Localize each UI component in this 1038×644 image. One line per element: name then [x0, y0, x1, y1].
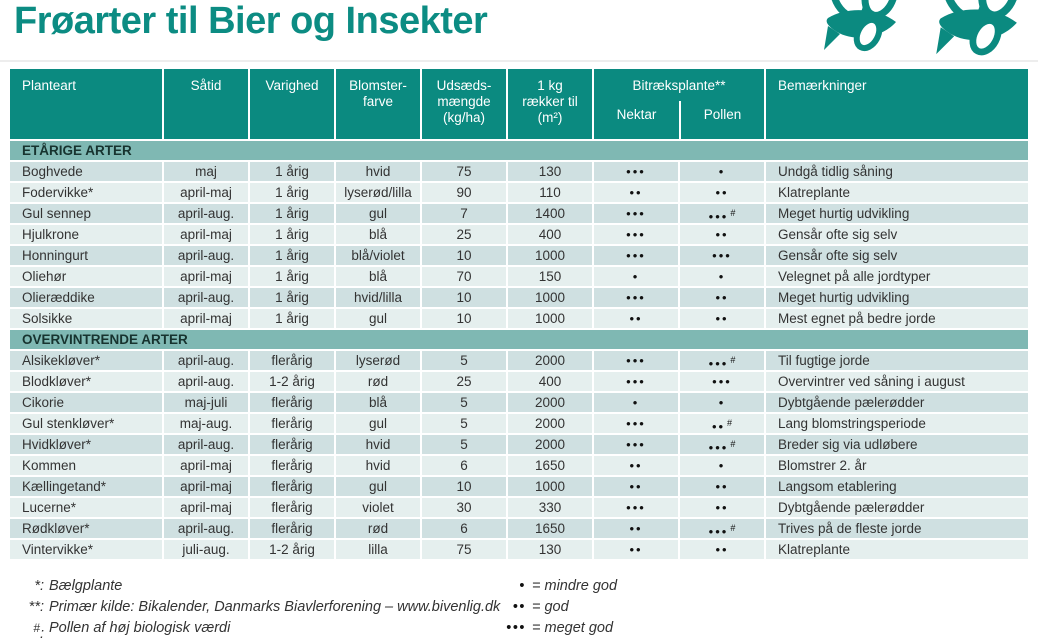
col-header-bemaerkninger: Bemærkninger [766, 69, 1028, 139]
cell-pollen: ••• # [680, 351, 764, 370]
cell-saatid: april-aug. [164, 435, 248, 454]
cell-nektar: •• [594, 456, 678, 475]
cell-pollen: •• [680, 183, 764, 202]
cell-blomsterfarve: gul [336, 204, 420, 223]
cell-udsaedsmaengde: 90 [422, 183, 506, 202]
cell-udsaedsmaengde: 6 [422, 456, 506, 475]
cell-nektar: ••• [594, 204, 678, 223]
cell-blomsterfarve: violet [336, 498, 420, 517]
col-header-udsaedsmaengde: Udsæds- mængde (kg/ha) [422, 69, 506, 139]
table-row [10, 351, 1028, 370]
cell-bemaerkninger: Til fugtige jorde [766, 351, 1028, 370]
cell-bemaerkninger: Blomstrer 2. år [766, 456, 1028, 475]
cell-bemaerkninger: Meget hurtig udvikling [766, 204, 1028, 223]
high-value-pollen-mark: # [730, 355, 736, 365]
cell-bemaerkninger: Breder sig via udløbere [766, 435, 1028, 454]
cell-planteart: Alsikekløver* [10, 351, 162, 370]
high-value-pollen-mark: # [730, 208, 736, 218]
cell-varighed: flerårig [250, 456, 334, 475]
cell-varighed: 1 årig [250, 267, 334, 286]
col-header-varighed: Varighed [250, 69, 334, 139]
cell-saatid: april-maj [164, 267, 248, 286]
bee-icon [936, 0, 1021, 56]
table-row [10, 435, 1028, 454]
cell-varighed: 1 årig [250, 246, 334, 265]
cell-raekker-til: 130 [508, 162, 592, 181]
cell-udsaedsmaengde: 5 [422, 393, 506, 412]
cell-nektar: ••• [594, 372, 678, 391]
cell-blomsterfarve: gul [336, 477, 420, 496]
cell-saatid: april-aug. [164, 204, 248, 223]
cell-nektar: •• [594, 519, 678, 538]
cell-bemaerkninger: Gensår ofte sig selv [766, 246, 1028, 265]
cell-raekker-til: 2000 [508, 393, 592, 412]
cell-udsaedsmaengde: 10 [422, 309, 506, 328]
table-row [10, 477, 1028, 496]
cell-saatid: april-maj [164, 498, 248, 517]
cell-varighed: 1 årig [250, 204, 334, 223]
cell-blomsterfarve: lyserød [336, 351, 420, 370]
table-row [10, 246, 1028, 265]
cell-planteart: Olieræddike [10, 288, 162, 307]
cell-raekker-til: 2000 [508, 414, 592, 433]
cell-blomsterfarve: rød [336, 519, 420, 538]
footnote: *: Bælgplante [34, 578, 123, 594]
cell-udsaedsmaengde: 30 [422, 498, 506, 517]
cell-raekker-til: 1000 [508, 309, 592, 328]
cell-raekker-til: 1650 [508, 456, 592, 475]
cell-blomsterfarve: blå [336, 393, 420, 412]
cell-pollen: •• [680, 477, 764, 496]
cell-saatid: april-aug. [164, 288, 248, 307]
cell-planteart: Lucerne* [10, 498, 162, 517]
table-row [10, 162, 1028, 181]
cell-varighed: 1 årig [250, 183, 334, 202]
cell-bemaerkninger: Overvintrer ved såning i august [766, 372, 1028, 391]
cell-blomsterfarve: blå/violet [336, 246, 420, 265]
cell-nektar: ••• [594, 414, 678, 433]
cell-bemaerkninger: Dybtgående pælerødder [766, 393, 1028, 412]
cell-nektar: •• [594, 309, 678, 328]
cell-raekker-til: 330 [508, 498, 592, 517]
cell-bemaerkninger: Trives på de fleste jorde [766, 519, 1028, 538]
cell-varighed: flerårig [250, 351, 334, 370]
cell-blomsterfarve: lilla [336, 540, 420, 559]
table-row [10, 204, 1028, 223]
cell-bemaerkninger: Mest egnet på bedre jorde [766, 309, 1028, 328]
legend-item: • = mindre god [519, 578, 618, 594]
col-header-bitraeksplante: Bitræksplante** Nektar Pollen [594, 69, 764, 139]
section-header: ETÅRIGE ARTER [10, 141, 1028, 160]
cell-pollen: ••• [680, 372, 764, 391]
cell-bemaerkninger: Klatreplante [766, 540, 1028, 559]
cell-bemaerkninger: Klatreplante [766, 183, 1028, 202]
cell-saatid: april-aug. [164, 519, 248, 538]
high-value-pollen-mark: # [727, 418, 733, 428]
cell-udsaedsmaengde: 5 [422, 414, 506, 433]
cell-nektar: •• [594, 540, 678, 559]
table-row [10, 309, 1028, 328]
cell-varighed: flerårig [250, 393, 334, 412]
table-row [10, 540, 1028, 559]
high-value-pollen-mark: # [730, 523, 736, 533]
table-row [10, 372, 1028, 391]
cell-raekker-til: 1650 [508, 519, 592, 538]
cell-pollen: ••• # [680, 204, 764, 223]
table-row [10, 456, 1028, 475]
cell-blomsterfarve: hvid [336, 162, 420, 181]
cell-pollen: • [680, 456, 764, 475]
cell-udsaedsmaengde: 25 [422, 372, 506, 391]
cell-udsaedsmaengde: 70 [422, 267, 506, 286]
cell-planteart: Gul sennep [10, 204, 162, 223]
cell-pollen: • [680, 393, 764, 412]
cell-blomsterfarve: lyserød/lilla [336, 183, 420, 202]
legend-item: •• = god [512, 599, 569, 615]
cell-udsaedsmaengde: 75 [422, 162, 506, 181]
cell-pollen: •• [680, 309, 764, 328]
cell-planteart: Hvidkløver* [10, 435, 162, 454]
table-header-row [10, 69, 1028, 139]
footnote: **: Primær kilde: Bikalender, Danmarks Biavlerforening – www.bivenlig.dk [28, 599, 501, 615]
cell-nektar: • [594, 267, 678, 286]
cell-pollen: ••• # [680, 519, 764, 538]
cell-saatid: april-maj [164, 309, 248, 328]
footnote: #: Pollen af høj biologisk værdi [33, 620, 231, 642]
cell-udsaedsmaengde: 10 [422, 246, 506, 265]
table-row [10, 183, 1028, 202]
cell-saatid: april-maj [164, 477, 248, 496]
cell-bemaerkninger: Lang blomstringsperiode [766, 414, 1028, 433]
cell-pollen: ••• # [680, 435, 764, 454]
cell-raekker-til: 400 [508, 372, 592, 391]
cell-varighed: 1 årig [250, 225, 334, 244]
cell-udsaedsmaengde: 7 [422, 204, 506, 223]
cell-saatid: maj-juli [164, 393, 248, 412]
cell-nektar: ••• [594, 225, 678, 244]
cell-raekker-til: 2000 [508, 435, 592, 454]
cell-udsaedsmaengde: 10 [422, 288, 506, 307]
cell-pollen: •• [680, 498, 764, 517]
high-value-pollen-mark: # [730, 439, 736, 449]
cell-raekker-til: 400 [508, 225, 592, 244]
cell-raekker-til: 130 [508, 540, 592, 559]
cell-blomsterfarve: blå [336, 225, 420, 244]
cell-saatid: april-aug. [164, 351, 248, 370]
cell-pollen: •• [680, 288, 764, 307]
cell-pollen: •• [680, 540, 764, 559]
cell-blomsterfarve: hvid [336, 456, 420, 475]
bees-logo [822, 0, 1034, 66]
cell-planteart: Blodkløver* [10, 372, 162, 391]
col-header-blomsterfarve: Blomster- farve [336, 69, 420, 139]
cell-varighed: 1 årig [250, 288, 334, 307]
cell-blomsterfarve: blå [336, 267, 420, 286]
cell-raekker-til: 150 [508, 267, 592, 286]
cell-raekker-til: 1000 [508, 288, 592, 307]
cell-saatid: maj [164, 162, 248, 181]
cell-udsaedsmaengde: 10 [422, 477, 506, 496]
col-header-nektar: Nektar [616, 107, 657, 122]
table-row [10, 519, 1028, 538]
cell-pollen: ••• [680, 246, 764, 265]
cell-udsaedsmaengde: 5 [422, 351, 506, 370]
cell-nektar: • [594, 393, 678, 412]
cell-varighed: flerårig [250, 477, 334, 496]
cell-raekker-til: 1000 [508, 246, 592, 265]
cell-raekker-til: 110 [508, 183, 592, 202]
cell-planteart: Rødkløver* [10, 519, 162, 538]
footer [0, 576, 1038, 644]
cell-saatid: april-aug. [164, 246, 248, 265]
cell-planteart: Oliehør [10, 267, 162, 286]
cell-varighed: flerårig [250, 519, 334, 538]
cell-planteart: Vintervikke* [10, 540, 162, 559]
header-divider [0, 60, 1038, 62]
cell-pollen: • [680, 267, 764, 286]
bee-icon [824, 0, 900, 52]
col-header-planteart: Planteart [10, 69, 162, 139]
table-row [10, 393, 1028, 412]
cell-bemaerkninger: Langsom etablering [766, 477, 1028, 496]
cell-planteart: Cikorie [10, 393, 162, 412]
cell-saatid: april-maj [164, 183, 248, 202]
cell-nektar: ••• [594, 435, 678, 454]
cell-bemaerkninger: Undgå tidlig såning [766, 162, 1028, 181]
cell-saatid: juli-aug. [164, 540, 248, 559]
cell-blomsterfarve: rød [336, 372, 420, 391]
cell-nektar: ••• [594, 288, 678, 307]
cell-saatid: april-aug. [164, 372, 248, 391]
cell-nektar: •• [594, 477, 678, 496]
table-row [10, 267, 1028, 286]
cell-bemaerkninger: Gensår ofte sig selv [766, 225, 1028, 244]
cell-udsaedsmaengde: 25 [422, 225, 506, 244]
col-header-raekker-til: 1 kg rækker til (m²) [508, 69, 592, 139]
cell-nektar: ••• [594, 246, 678, 265]
cell-saatid: april-maj [164, 456, 248, 475]
cell-varighed: 1 årig [250, 162, 334, 181]
cell-planteart: Hjulkrone [10, 225, 162, 244]
cell-pollen: •• [680, 225, 764, 244]
cell-blomsterfarve: hvid [336, 435, 420, 454]
cell-pollen: • [680, 162, 764, 181]
cell-udsaedsmaengde: 5 [422, 435, 506, 454]
cell-planteart: Fodervikke* [10, 183, 162, 202]
cell-udsaedsmaengde: 75 [422, 540, 506, 559]
cell-saatid: april-maj [164, 225, 248, 244]
section-header: OVERVINTRENDE ARTER [10, 330, 1028, 349]
cell-varighed: 1 årig [250, 309, 334, 328]
cell-nektar: ••• [594, 351, 678, 370]
cell-raekker-til: 2000 [508, 351, 592, 370]
rating-legend [480, 576, 617, 639]
table-row [10, 414, 1028, 433]
cell-varighed: flerårig [250, 414, 334, 433]
cell-raekker-til: 1000 [508, 477, 592, 496]
cell-bemaerkninger: Velegnet på alle jordtyper [766, 267, 1028, 286]
table-body [10, 141, 1028, 559]
cell-planteart: Kommen [10, 456, 162, 475]
cell-saatid: maj-aug. [164, 414, 248, 433]
cell-varighed: 1-2 årig [250, 540, 334, 559]
col-header-saatid: Såtid [164, 69, 248, 139]
cell-pollen: •• # [680, 414, 764, 433]
cell-bemaerkninger: Dybtgående pælerødder [766, 498, 1028, 517]
cell-planteart: Boghvede [10, 162, 162, 181]
cell-planteart: Honningurt [10, 246, 162, 265]
cell-planteart: Gul stenkløver* [10, 414, 162, 433]
cell-raekker-til: 1400 [508, 204, 592, 223]
cell-blomsterfarve: gul [336, 309, 420, 328]
cell-varighed: flerårig [250, 435, 334, 454]
cell-planteart: Kællingetand* [10, 477, 162, 496]
table-row [10, 498, 1028, 517]
table-row [10, 288, 1028, 307]
cell-nektar: ••• [594, 498, 678, 517]
cell-nektar: •• [594, 183, 678, 202]
cell-planteart: Solsikke [10, 309, 162, 328]
page-title: Frøarter til Bier og Insekter [14, 0, 488, 42]
table-row [10, 225, 1028, 244]
seed-species-table [10, 69, 1028, 561]
cell-udsaedsmaengde: 6 [422, 519, 506, 538]
cell-nektar: ••• [594, 162, 678, 181]
cell-bemaerkninger: Meget hurtig udvikling [766, 288, 1028, 307]
cell-blomsterfarve: hvid/lilla [336, 288, 420, 307]
legend-item: ••• = meget god [506, 620, 614, 636]
cell-varighed: flerårig [250, 498, 334, 517]
cell-blomsterfarve: gul [336, 414, 420, 433]
cell-varighed: 1-2 årig [250, 372, 334, 391]
col-header-pollen: Pollen [679, 101, 764, 139]
